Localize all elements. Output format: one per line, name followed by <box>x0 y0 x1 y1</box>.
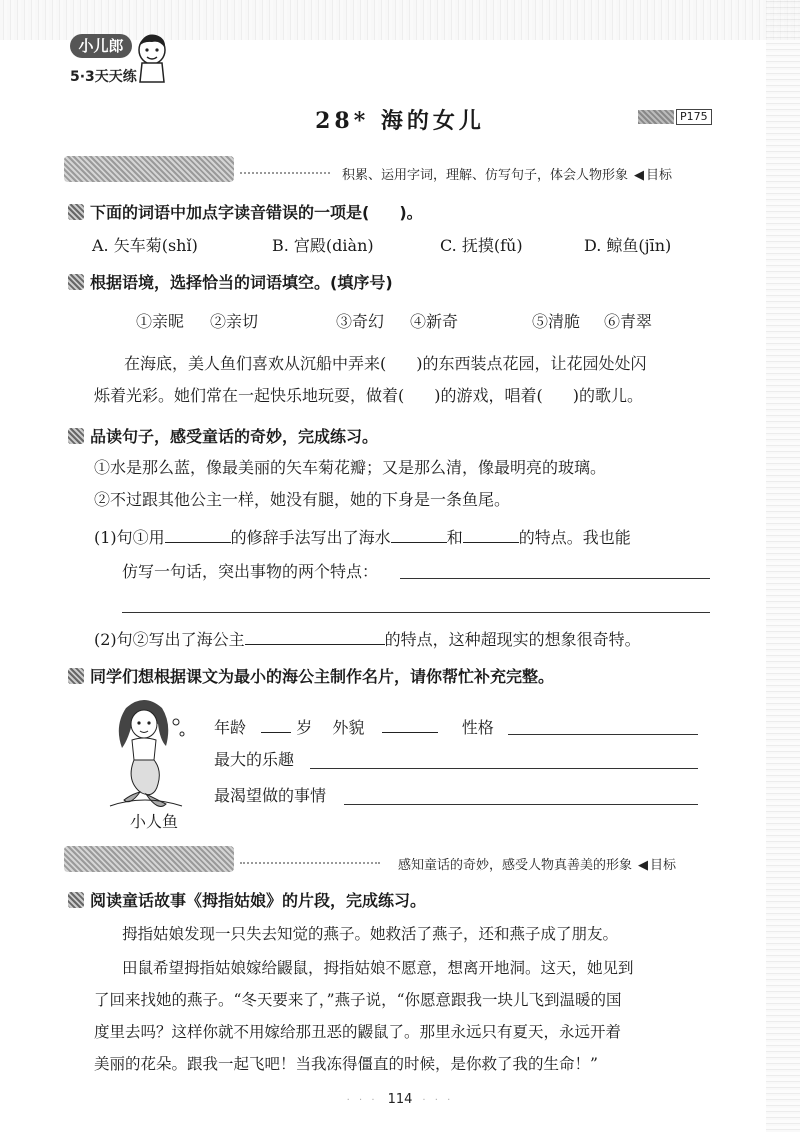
look-blank[interactable] <box>382 716 438 733</box>
section-banner-basic <box>64 156 234 182</box>
triangle-arrow-icon: ◀ <box>638 858 649 873</box>
footer-ornament: · · · <box>422 1095 454 1106</box>
q3-blank-princess-trait[interactable] <box>245 628 385 645</box>
question-marker-icon <box>68 428 84 444</box>
q3-text: 的修辞手法写出了海水 <box>230 528 391 547</box>
question-2 <box>68 270 393 293</box>
section-goal <box>342 164 672 183</box>
question-4 <box>68 664 554 687</box>
age-unit: 岁 <box>296 718 313 737</box>
q3-blank-rhetoric[interactable] <box>165 526 231 543</box>
triangle-arrow-icon: ◀ <box>634 168 645 183</box>
question-marker-icon <box>68 204 84 220</box>
q4-prompt: 同学们想根据课文为最小的海公主制作名片，请你帮忙补充完整。 <box>90 667 555 686</box>
q5-prompt: 阅读童话故事《拇指姑娘》的片段，完成练习。 <box>90 891 427 910</box>
q2-prompt: 根据语境，选择恰当的词语填空。(填序号) <box>90 273 393 292</box>
section-divider-dots <box>240 172 330 174</box>
question-marker-icon <box>68 892 84 908</box>
q3-text: 和 <box>446 528 463 547</box>
q2-choice-1: ①亲昵 <box>136 312 185 331</box>
q2-choice-6: ⑥青翠 <box>604 312 653 331</box>
q3-sub-2 <box>94 628 641 650</box>
story-paragraph-2-line-4: 美丽的花朵。跟我一起飞吧！当我冻得僵直的时候，是你救了我的生命！” <box>94 1055 598 1073</box>
q3-text: 的特点。我也能 <box>518 528 631 547</box>
question-5 <box>68 888 426 911</box>
card-row-fun: 最大的乐趣 <box>214 750 295 769</box>
logo-subtitle: 5·3天天练 <box>70 69 137 85</box>
q2-text: 烁着光彩。她们常在一起快乐地玩耍，做着( <box>94 386 405 405</box>
goal-word: 目标 <box>646 168 673 183</box>
q3-answer-line-2[interactable] <box>122 612 710 613</box>
mascot-boy-icon <box>134 32 170 84</box>
q2-text: )的游戏，唱着( <box>434 386 543 405</box>
question-marker-icon <box>68 668 84 684</box>
q3-text: (1)句①用 <box>94 528 165 547</box>
little-mermaid-illustration <box>96 694 192 820</box>
question-3 <box>68 424 378 447</box>
story-paragraph-2-line-3: 度里去吗？这样你就不用嫁给那丑恶的鼹鼠了。那里永远只有夏天，永远开着 <box>94 1023 622 1041</box>
fun-blank[interactable] <box>310 768 698 769</box>
brand-logo <box>70 30 170 86</box>
card-row-wish: 最渴望做的事情 <box>214 786 327 805</box>
mermaid-caption: 小人鱼 <box>130 812 179 831</box>
page-number: 114 <box>387 1092 413 1107</box>
q3-answer-line-1[interactable] <box>400 578 710 579</box>
q2-choice-2: ②亲切 <box>210 312 259 331</box>
story-paragraph-2-line-1: 田鼠希望拇指姑娘嫁给鼹鼠，拇指姑娘不愿意，想离开地洞。这天，她见到 <box>122 959 634 977</box>
story-paragraph-2-line-2: 了回来找她的燕子。“冬天要来了，”燕子说，“你愿意跟我一块儿飞到温暖的国 <box>94 991 622 1009</box>
q2-text: 在海底，美人鱼们喜欢从沉船中弄来( <box>124 354 387 373</box>
book-icon <box>638 110 674 124</box>
q2-paragraph-line-2 <box>94 386 643 406</box>
wish-blank[interactable] <box>344 804 698 805</box>
q3-blank-feature-2[interactable] <box>463 526 519 543</box>
personality-label: 性格 <box>461 718 494 737</box>
goal-text: 积累、运用字词，理解、仿写句子，体会人物形象 <box>342 168 629 183</box>
personality-blank[interactable] <box>508 734 698 735</box>
q1-option-c: C. 抚摸(fǔ) <box>440 236 523 255</box>
q2-choice-4: ④新奇 <box>410 312 459 331</box>
q2-paragraph-line-1 <box>124 354 647 374</box>
section-banner-extension <box>64 846 234 872</box>
q1-option-a: A. 矢车菊(shǐ) <box>92 236 198 255</box>
section-goal <box>398 854 676 873</box>
q3-sub-1-line-2: 仿写一句话，突出事物的两个特点： <box>122 562 379 581</box>
q1-option-d: D. 鲸鱼(jīn) <box>584 236 672 255</box>
goal-text: 感知童话的奇妙，感受人物真善美的形象 <box>398 858 633 873</box>
q1-option-b: B. 宫殿(diàn) <box>272 236 374 255</box>
question-marker-icon <box>68 274 84 290</box>
age-blank[interactable] <box>261 716 291 733</box>
page-number-footer <box>0 1092 800 1107</box>
q3-prompt: 品读句子，感受童话的奇妙，完成练习。 <box>90 427 379 446</box>
footer-ornament: · · · <box>346 1095 378 1106</box>
textbook-page-ref <box>638 108 712 126</box>
look-label: 外貌 <box>332 718 365 737</box>
q3-blank-feature-1[interactable] <box>391 526 447 543</box>
q2-text: )的歌儿。 <box>572 386 643 405</box>
q1-prompt-end: )。 <box>399 203 423 222</box>
q3-sentence-2: ②不过跟其他公主一样，她没有腿，她的下身是一条鱼尾。 <box>94 490 511 509</box>
q2-choice-3: ③奇幻 <box>336 312 385 331</box>
scan-noise-right-edge <box>766 0 800 1132</box>
q3-sentence-1: ①水是那么蓝，像最美丽的矢车菊花瓣；又是那么清，像最明亮的玻璃。 <box>94 458 607 477</box>
q2-choice-5: ⑤清脆 <box>532 312 581 331</box>
goal-word: 目标 <box>650 858 677 873</box>
lesson-title: 28* 海的女儿 <box>315 108 485 134</box>
page-ref-number: P175 <box>676 109 712 125</box>
q1-prompt: 下面的词语中加点字读音错误的一项是( <box>90 203 370 222</box>
q3-text: 的特点，这种超现实的想象很奇特。 <box>384 630 641 649</box>
section-divider-dots <box>240 862 380 864</box>
logo-title: 小儿郎 <box>70 34 132 58</box>
q3-sub-1 <box>94 526 631 548</box>
story-paragraph-1: 拇指姑娘发现一只失去知觉的燕子。她救活了燕子，还和燕子成了朋友。 <box>122 925 619 943</box>
question-1 <box>68 200 423 223</box>
q2-text: )的东西装点花园，让花园处处闪 <box>416 354 647 373</box>
q3-text: (2)句②写出了海公主 <box>94 630 245 649</box>
age-label: 年龄 <box>214 718 247 737</box>
card-row-age <box>214 716 494 738</box>
